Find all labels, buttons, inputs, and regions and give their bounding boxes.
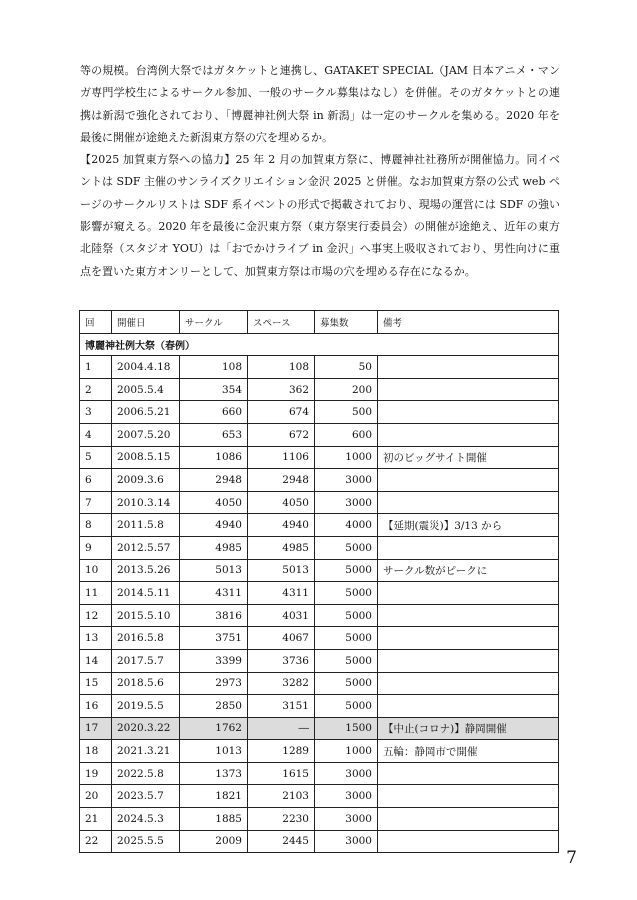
cell-space: 674	[248, 401, 315, 424]
cell-space: 108	[248, 356, 315, 379]
cell-kai: 13	[80, 627, 112, 650]
table-row	[80, 717, 559, 740]
cell-recruit: 500	[315, 401, 378, 424]
cell-kai: 21	[80, 808, 112, 831]
cell-recruit: 1000	[315, 740, 378, 763]
cell-kai: 6	[80, 469, 112, 492]
header-notes: 備考	[378, 311, 559, 334]
cell-recruit: 5000	[315, 695, 378, 718]
cell-date: 2020.3.22	[112, 717, 180, 740]
cell-date: 2023.5.7	[112, 785, 180, 808]
cell-date: 2004.4.18	[112, 356, 180, 379]
paragraph-1: 等の規模。台湾例大祭ではガタケットと連携し、GATAKET SPECIAL（JAM 日本アニメ・マンガ専門学校生によるサークル参加、一般のサークル募集はなし）を併催。そのガタケットとの連携は新潟で強化されており、「博麗神社例大祭 in 新潟」は一定のサークルを集める。2020 年を最後に開催が途絶えた新潟東方祭の穴を埋めるか。	[80, 64, 560, 144]
cell-notes	[378, 469, 559, 492]
cell-date: 2008.5.15	[112, 446, 180, 469]
cell-notes	[378, 536, 559, 559]
cell-circle: 354	[180, 378, 248, 401]
cell-kai: 12	[80, 604, 112, 627]
table-row	[80, 762, 559, 785]
cell-notes	[378, 356, 559, 379]
cell-circle: 4311	[180, 582, 248, 605]
cell-circle: 3399	[180, 649, 248, 672]
cell-space: 2230	[248, 808, 315, 831]
table-row	[80, 604, 559, 627]
cell-notes	[378, 491, 559, 514]
cell-notes	[378, 582, 559, 605]
cell-space: 5013	[248, 559, 315, 582]
cell-circle: 660	[180, 401, 248, 424]
table-row	[80, 378, 559, 401]
table-row	[80, 491, 559, 514]
cell-circle: 1086	[180, 446, 248, 469]
cell-kai: 9	[80, 536, 112, 559]
table-row	[80, 695, 559, 718]
cell-notes	[378, 672, 559, 695]
cell-kai: 11	[80, 582, 112, 605]
cell-circle: 108	[180, 356, 248, 379]
table-row	[80, 649, 559, 672]
cell-recruit: 5000	[315, 649, 378, 672]
table-row	[80, 401, 559, 424]
cell-recruit: 5000	[315, 536, 378, 559]
table-row	[80, 740, 559, 763]
cell-notes	[378, 762, 559, 785]
section-title-row	[80, 333, 559, 356]
cell-notes	[378, 423, 559, 446]
cell-date: 2011.5.8	[112, 514, 180, 537]
cell-recruit: 3000	[315, 469, 378, 492]
cell-circle: 2009	[180, 830, 248, 853]
table-row	[80, 356, 559, 379]
cell-date: 2012.5.57	[112, 536, 180, 559]
cell-recruit: 3000	[315, 762, 378, 785]
cell-space: 3282	[248, 672, 315, 695]
cell-kai: 4	[80, 423, 112, 446]
cell-circle: 4940	[180, 514, 248, 537]
cell-space: 1615	[248, 762, 315, 785]
cell-space: 4031	[248, 604, 315, 627]
table-row	[80, 582, 559, 605]
cell-notes	[378, 401, 559, 424]
table-row	[80, 830, 559, 853]
cell-space: 3736	[248, 649, 315, 672]
table-row	[80, 423, 559, 446]
cell-notes: 五輪：静岡市で開催	[378, 740, 559, 763]
body-text	[80, 60, 560, 283]
cell-circle: 1821	[180, 785, 248, 808]
cell-kai: 5	[80, 446, 112, 469]
cell-notes	[378, 604, 559, 627]
cell-circle: 1013	[180, 740, 248, 763]
cell-space: 362	[248, 378, 315, 401]
table-row	[80, 536, 559, 559]
cell-recruit: 3000	[315, 491, 378, 514]
cell-space: 4067	[248, 627, 315, 650]
cell-space: 2445	[248, 830, 315, 853]
cell-recruit: 1500	[315, 717, 378, 740]
cell-notes	[378, 649, 559, 672]
cell-recruit: 5000	[315, 672, 378, 695]
cell-kai: 3	[80, 401, 112, 424]
cell-notes	[378, 378, 559, 401]
cell-kai: 14	[80, 649, 112, 672]
cell-recruit: 5000	[315, 559, 378, 582]
cell-date: 2024.5.3	[112, 808, 180, 831]
cell-circle: 1885	[180, 808, 248, 831]
cell-date: 2009.3.6	[112, 469, 180, 492]
table-row	[80, 469, 559, 492]
cell-notes: 【延期(震災)】3/13 から	[378, 514, 559, 537]
table-row	[80, 627, 559, 650]
header-date: 開催日	[112, 311, 180, 334]
cell-date: 2021.3.21	[112, 740, 180, 763]
cell-recruit: 50	[315, 356, 378, 379]
cell-date: 2006.5.21	[112, 401, 180, 424]
cell-date: 2018.5.6	[112, 672, 180, 695]
cell-circle: 1373	[180, 762, 248, 785]
cell-space: 4311	[248, 582, 315, 605]
table-header-row	[80, 311, 559, 334]
cell-circle: 3816	[180, 604, 248, 627]
cell-circle: 653	[180, 423, 248, 446]
cell-date: 2010.3.14	[112, 491, 180, 514]
header-kai: 回	[80, 311, 112, 334]
cell-date: 2025.5.5	[112, 830, 180, 853]
cell-space: 4940	[248, 514, 315, 537]
cell-space: 3151	[248, 695, 315, 718]
cell-date: 2007.5.20	[112, 423, 180, 446]
cell-kai: 17	[80, 717, 112, 740]
cell-kai: 10	[80, 559, 112, 582]
cell-space: 4050	[248, 491, 315, 514]
cell-recruit: 3000	[315, 830, 378, 853]
cell-kai: 8	[80, 514, 112, 537]
paragraph-2: 【2025 加賀東方祭への協力】25 年 2 月の加賀東方祭に、博麗神社社務所が開催協力。同イベントは SDF 主催のサンライズクリエイション金沢 2025 と併催。なお加賀東方祭の公式 web ページのサークルリストは SDF 系イベントの形式で掲載されており、現場の運営には SDF の強い影響が窺える。2020 年を最後に金沢東方祭（東方祭実行委員会）の開催が途絶え、近年の東方北陸祭（スタジオ YOU）は「おでかけライブ in 金沢」へ事実上吸収されており、男性向けに重点を置いた東方オンリーとして、加賀東方祭は市場の穴を埋める存在になるか。	[80, 153, 560, 278]
cell-space: 672	[248, 423, 315, 446]
cell-date: 2017.5.7	[112, 649, 180, 672]
table-body	[80, 333, 559, 853]
cell-circle: 2973	[180, 672, 248, 695]
cell-space: 1106	[248, 446, 315, 469]
page-number: 7	[566, 848, 577, 868]
table-row	[80, 559, 559, 582]
cell-kai: 20	[80, 785, 112, 808]
cell-space: 1289	[248, 740, 315, 763]
header-space: スペース	[248, 311, 315, 334]
cell-circle: 2850	[180, 695, 248, 718]
cell-space: 2103	[248, 785, 315, 808]
cell-kai: 2	[80, 378, 112, 401]
cell-space: ―	[248, 717, 315, 740]
cell-recruit: 3000	[315, 808, 378, 831]
cell-kai: 1	[80, 356, 112, 379]
cell-date: 2016.5.8	[112, 627, 180, 650]
cell-kai: 18	[80, 740, 112, 763]
cell-space: 2948	[248, 469, 315, 492]
cell-recruit: 200	[315, 378, 378, 401]
cell-kai: 16	[80, 695, 112, 718]
cell-circle: 3751	[180, 627, 248, 650]
cell-recruit: 5000	[315, 582, 378, 605]
cell-notes	[378, 627, 559, 650]
cell-notes	[378, 808, 559, 831]
header-circle: サークル	[180, 311, 248, 334]
cell-circle: 4050	[180, 491, 248, 514]
cell-notes	[378, 830, 559, 853]
cell-recruit: 4000	[315, 514, 378, 537]
cell-date: 2013.5.26	[112, 559, 180, 582]
cell-circle: 5013	[180, 559, 248, 582]
cell-kai: 22	[80, 830, 112, 853]
table-row	[80, 672, 559, 695]
cell-recruit: 1000	[315, 446, 378, 469]
cell-date: 2015.5.10	[112, 604, 180, 627]
cell-recruit: 600	[315, 423, 378, 446]
section-title: 博麗神社例大祭（春例）	[80, 333, 559, 356]
cell-kai: 19	[80, 762, 112, 785]
cell-notes	[378, 695, 559, 718]
header-recruit: 募集数	[315, 311, 378, 334]
cell-date: 2022.5.8	[112, 762, 180, 785]
cell-space: 4985	[248, 536, 315, 559]
cell-notes	[378, 785, 559, 808]
cell-circle: 4985	[180, 536, 248, 559]
cell-recruit: 3000	[315, 785, 378, 808]
cell-kai: 15	[80, 672, 112, 695]
cell-recruit: 5000	[315, 627, 378, 650]
cell-notes: サークル数がピークに	[378, 559, 559, 582]
cell-notes: 初のビッグサイト開催	[378, 446, 559, 469]
cell-kai: 7	[80, 491, 112, 514]
cell-circle: 2948	[180, 469, 248, 492]
cell-date: 2005.5.4	[112, 378, 180, 401]
table-row	[80, 514, 559, 537]
cell-notes: 【中止(コロナ)】静岡開催	[378, 717, 559, 740]
event-history-table	[79, 310, 559, 853]
cell-circle: 1762	[180, 717, 248, 740]
cell-recruit: 5000	[315, 604, 378, 627]
cell-date: 2019.5.5	[112, 695, 180, 718]
table-row	[80, 785, 559, 808]
cell-date: 2014.5.11	[112, 582, 180, 605]
table-row	[80, 446, 559, 469]
table-row	[80, 808, 559, 831]
